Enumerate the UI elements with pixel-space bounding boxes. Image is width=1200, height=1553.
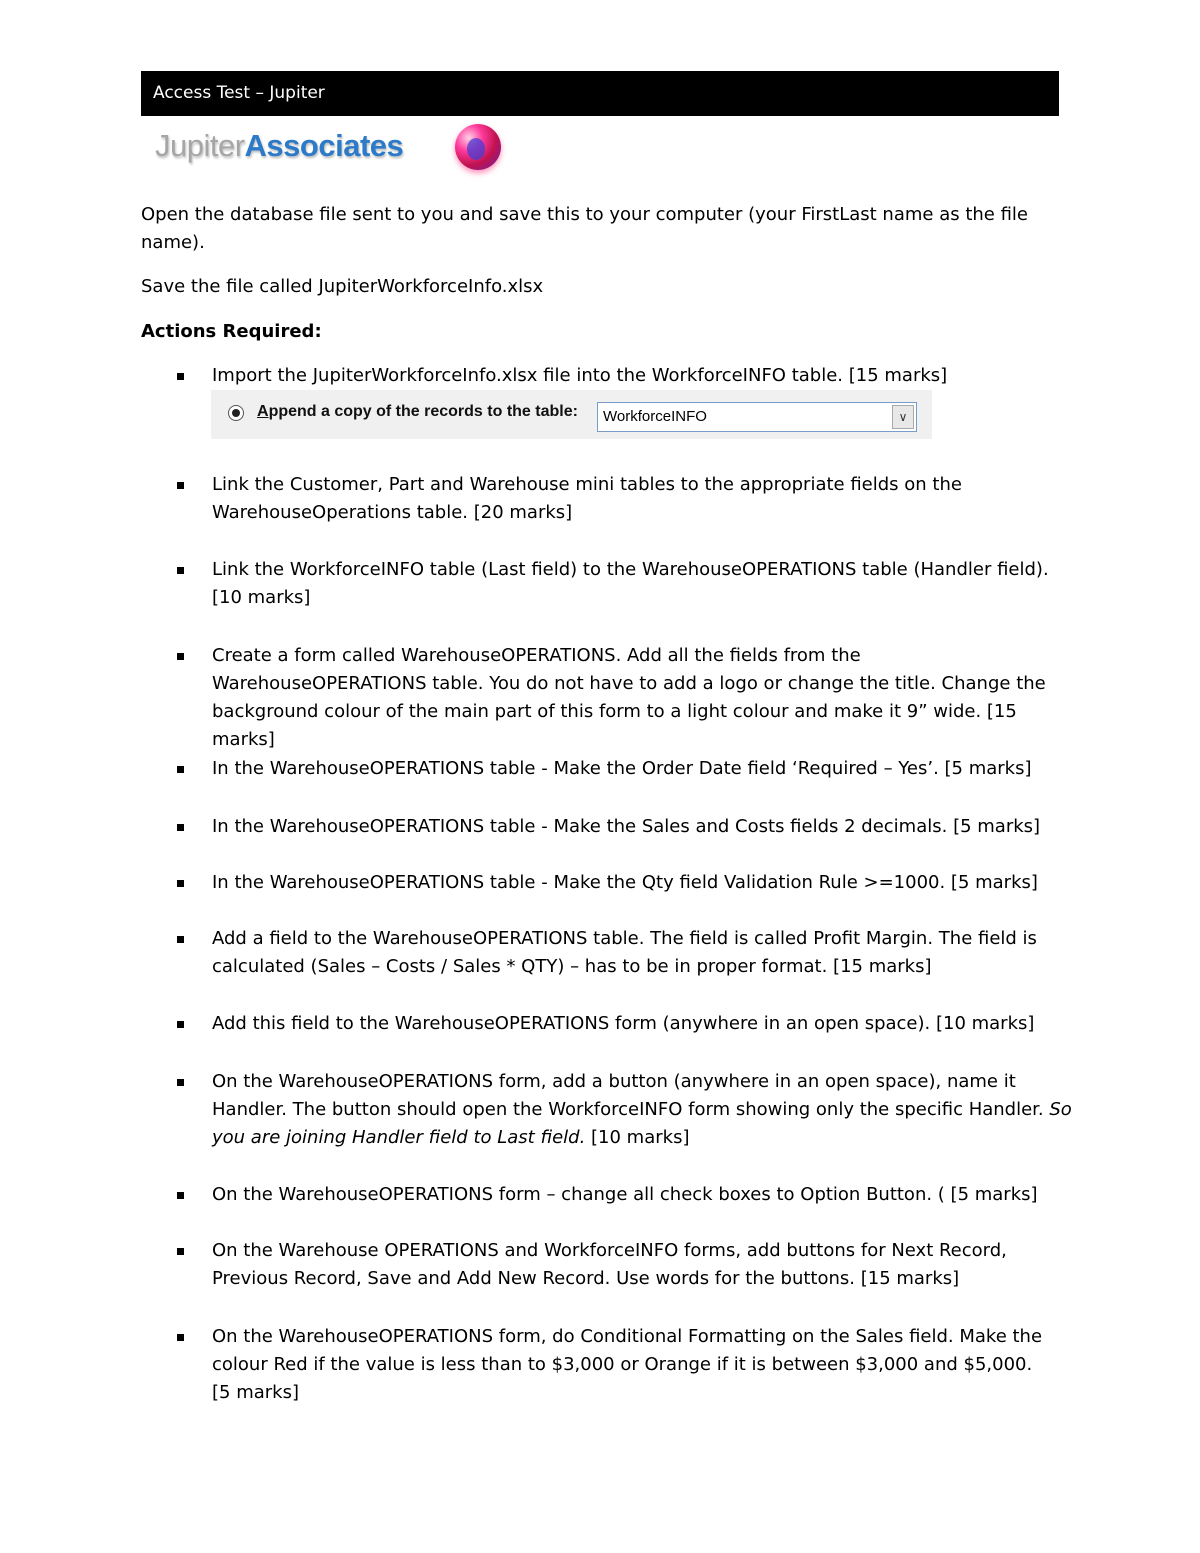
append-option-label: Append a copy of the records to the table: xyxy=(257,403,578,420)
bullet-icon xyxy=(177,766,184,773)
bullet-icon xyxy=(177,1334,184,1341)
list-item-text: Link the WorkforceINFO table (Last field) to the WarehouseOPERATIONS table (Handler field). [10 marks] xyxy=(212,559,1049,608)
bullet-icon xyxy=(177,824,184,831)
bullet-icon xyxy=(177,482,184,489)
bullet-icon xyxy=(177,880,184,887)
import-dialog-snippet xyxy=(211,390,932,439)
bullet-icon xyxy=(177,1192,184,1199)
bullet-icon xyxy=(177,373,184,380)
list-item-text: Import the JupiterWorkforceInfo.xlsx file into the WorkforceINFO table. [15 marks] xyxy=(212,365,948,386)
list-item-text: On the Warehouse OPERATIONS and WorkforceINFO forms, add buttons for Next Record, Previous Record, Save and Add New Record. Use words for the buttons. [15 marks] xyxy=(212,1240,1007,1289)
logo-wordmark: JupiterAssociates xyxy=(155,128,404,163)
intro-paragraph-open: Open the database file sent to you and save this to your computer (your FirstLast name as the file name). xyxy=(141,204,1029,253)
append-radio-button[interactable] xyxy=(228,405,244,421)
bullet-icon xyxy=(177,653,184,660)
actions-heading: Actions Required: xyxy=(141,321,322,342)
list-item-text: In the WarehouseOPERATIONS table - Make the Order Date field ‘Required – Yes’. [5 marks] xyxy=(212,758,1032,779)
intro-paragraph-save: Save the file called JupiterWorkforceInfo.xlsx xyxy=(141,276,544,297)
list-item-text: Add a field to the WarehouseOPERATIONS table. The field is called Profit Margin. The field is calculated (Sales – Costs / Sales * QTY) – has to be in proper format. [15 marks] xyxy=(212,928,1037,977)
logo-sphere-icon xyxy=(455,124,501,170)
bullet-icon xyxy=(177,1021,184,1028)
bullet-icon xyxy=(177,1248,184,1255)
document-header xyxy=(141,71,1059,116)
bullet-icon xyxy=(177,936,184,943)
list-item-text: On the WarehouseOPERATIONS form, do Conditional Formatting on the Sales field. Make the colour Red if the value is less than to $3,000 or Orange if it is between $3,000 and $5,000. [5 marks] xyxy=(212,1326,1043,1403)
table-select-value: WorkforceINFO xyxy=(603,408,707,425)
table-select-dropdown[interactable] xyxy=(597,402,917,432)
list-item-text: In the WarehouseOPERATIONS table - Make the Sales and Costs fields 2 decimals. [5 marks] xyxy=(212,816,1041,837)
jupiter-associates-logo xyxy=(150,118,520,178)
list-item-text: On the WarehouseOPERATIONS form – change all check boxes to Option Button. ( [5 marks] xyxy=(212,1184,1038,1205)
list-item-text: Add this field to the WarehouseOPERATIONS form (anywhere in an open space). [10 marks] xyxy=(212,1013,1035,1034)
bullet-icon xyxy=(177,567,184,574)
bullet-icon xyxy=(177,1079,184,1086)
list-item-text: Create a form called WarehouseOPERATIONS. Add all the fields from the WarehouseOPERATIONS table. You do not have to add a logo or change the title. Change the background colour of the main part of this form to a light colour and make it 9” wide. [15 marks] xyxy=(212,645,1046,750)
list-item-text: In the WarehouseOPERATIONS table - Make the Qty field Validation Rule >=1000. [5 marks] xyxy=(212,872,1038,893)
list-item-text: On the WarehouseOPERATIONS form, add a button (anywhere in an open space), name it Handler. The button should open the WorkforceINFO form showing only the specific Handler. So you are joining Handler field to Last field. [10 marks] xyxy=(212,1071,1072,1148)
list-item-text: Link the Customer, Part and Warehouse mini tables to the appropriate fields on the WarehouseOperations table. [20 marks] xyxy=(212,474,962,523)
list-item-italic-note: So you are joining Handler field to Last field. xyxy=(212,1099,1072,1148)
chevron-down-icon[interactable]: ∨ xyxy=(892,405,914,429)
header-title: Access Test – Jupiter xyxy=(153,83,325,103)
